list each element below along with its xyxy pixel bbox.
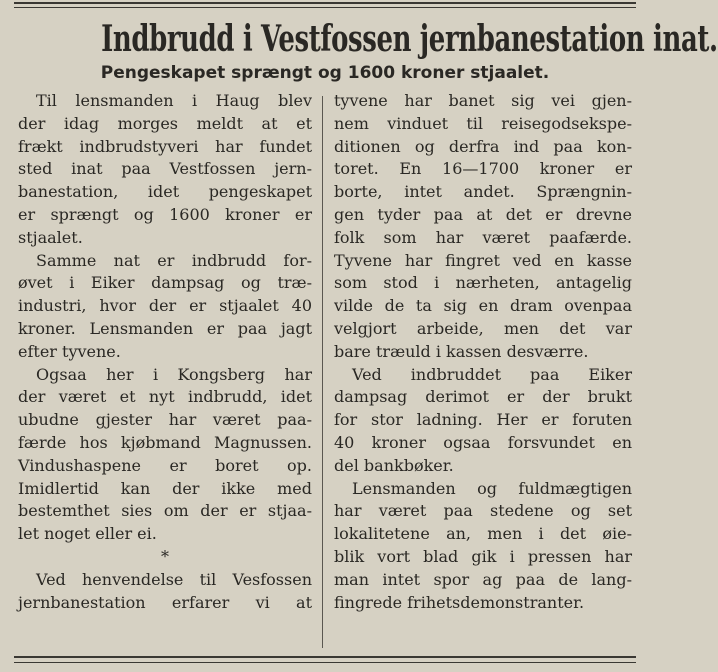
top-rule-thin xyxy=(14,7,636,8)
text-line: man intet spor ag paa de lang- xyxy=(334,569,632,589)
text-line: folk som har været paafærde. xyxy=(334,227,632,247)
subheadline: Pengeskapet sprængt og 1600 kroner stjaalet. xyxy=(100,63,550,83)
text-line: Samme nat er indbrudd for- xyxy=(36,250,312,270)
text-line: Tyvene har fingret ved en kasse xyxy=(334,250,632,270)
bottom-rule xyxy=(14,656,636,658)
text-line: Imidlertid kan der ikke med xyxy=(18,478,312,498)
text-line: færde hos kjøbmand Magnussen. xyxy=(18,432,312,452)
text-line: gen tyder paa at det er drevne xyxy=(334,204,632,224)
text-line: lokalitetene an, men i det øie- xyxy=(334,524,632,544)
text-line: nem vinduet til reisegodsekspe- xyxy=(334,113,632,133)
text-line: ubudne gjester har været paa- xyxy=(18,410,312,430)
text-line: borte, intet andet. Sprængnin- xyxy=(334,182,632,202)
text-line: sted inat paa Vestfossen jern- xyxy=(18,159,312,179)
text-line: fingrede frihetsdemonstranter. xyxy=(334,592,585,612)
text-line: bestemthet sies om der er stjaa- xyxy=(18,501,312,521)
text-line: stjaalet. xyxy=(18,227,83,247)
text-line: bare træuld i kassen desværre. xyxy=(334,341,589,361)
text-line: blik vort blad gik i pressen har xyxy=(334,546,632,566)
text-line: der idag morges meldt at et xyxy=(18,113,312,133)
text-line: toret. En 16—1700 kroner er xyxy=(334,159,632,179)
text-line: frækt indbrudstyveri har fundet xyxy=(18,136,312,156)
text-line: kroner. Lensmanden er paa jagt xyxy=(18,318,312,338)
text-line: tyvene har banet sig vei gjen- xyxy=(334,91,632,110)
text-line: øvet i Eiker dampsag og træ- xyxy=(18,273,312,293)
text-line: for stor ladning. Her er foruten xyxy=(334,410,632,430)
text-line: velgjort arbeide, men det var xyxy=(334,318,632,338)
right-column xyxy=(334,90,632,614)
text-line: Ved henvendelse til Vesfossen xyxy=(36,569,312,589)
text-line: Ogsaa her i Kongsberg har xyxy=(36,364,312,384)
column-divider xyxy=(322,96,323,648)
text-line: jernbanestation erfarer vi at xyxy=(18,592,312,612)
left-column xyxy=(18,90,312,614)
text-line: industri, hvor der er stjaalet 40 xyxy=(18,296,312,316)
text-line: dampsag derimot er der brukt xyxy=(334,387,632,407)
text-line: banestation, idet pengeskapet xyxy=(18,182,312,202)
text-line: * xyxy=(161,546,169,566)
text-line: Vindushaspene er boret op. xyxy=(18,455,312,475)
text-line: vilde de ta sig en dram ovenpaa xyxy=(334,296,632,316)
bottom-rule-thin xyxy=(14,662,636,663)
text-line: 40 kroner ogsaa forsvundet en xyxy=(334,432,632,452)
text-line: har været paa stedene og set xyxy=(334,501,632,521)
text-line: som stod i nærheten, antagelig xyxy=(334,273,632,293)
text-line: del bankbøker. xyxy=(334,455,454,475)
text-line: Ved indbruddet paa Eiker xyxy=(352,364,632,384)
text-line: Lensmanden og fuldmægtigen xyxy=(352,478,632,498)
text-line: let noget eller ei. xyxy=(18,524,157,544)
text-line: ditionen og derfra ind paa kon- xyxy=(334,136,632,156)
text-line: efter tyvene. xyxy=(18,341,121,361)
text-line: der været et nyt indbrudd, idet xyxy=(18,387,312,407)
headline: Indbrudd i Vestfossen jernbanestation inat. xyxy=(101,18,718,60)
text-line: Til lensmanden i Haug blev xyxy=(36,91,312,110)
top-rule xyxy=(14,2,636,4)
text-line: er sprængt og 1600 kroner er xyxy=(18,204,312,224)
